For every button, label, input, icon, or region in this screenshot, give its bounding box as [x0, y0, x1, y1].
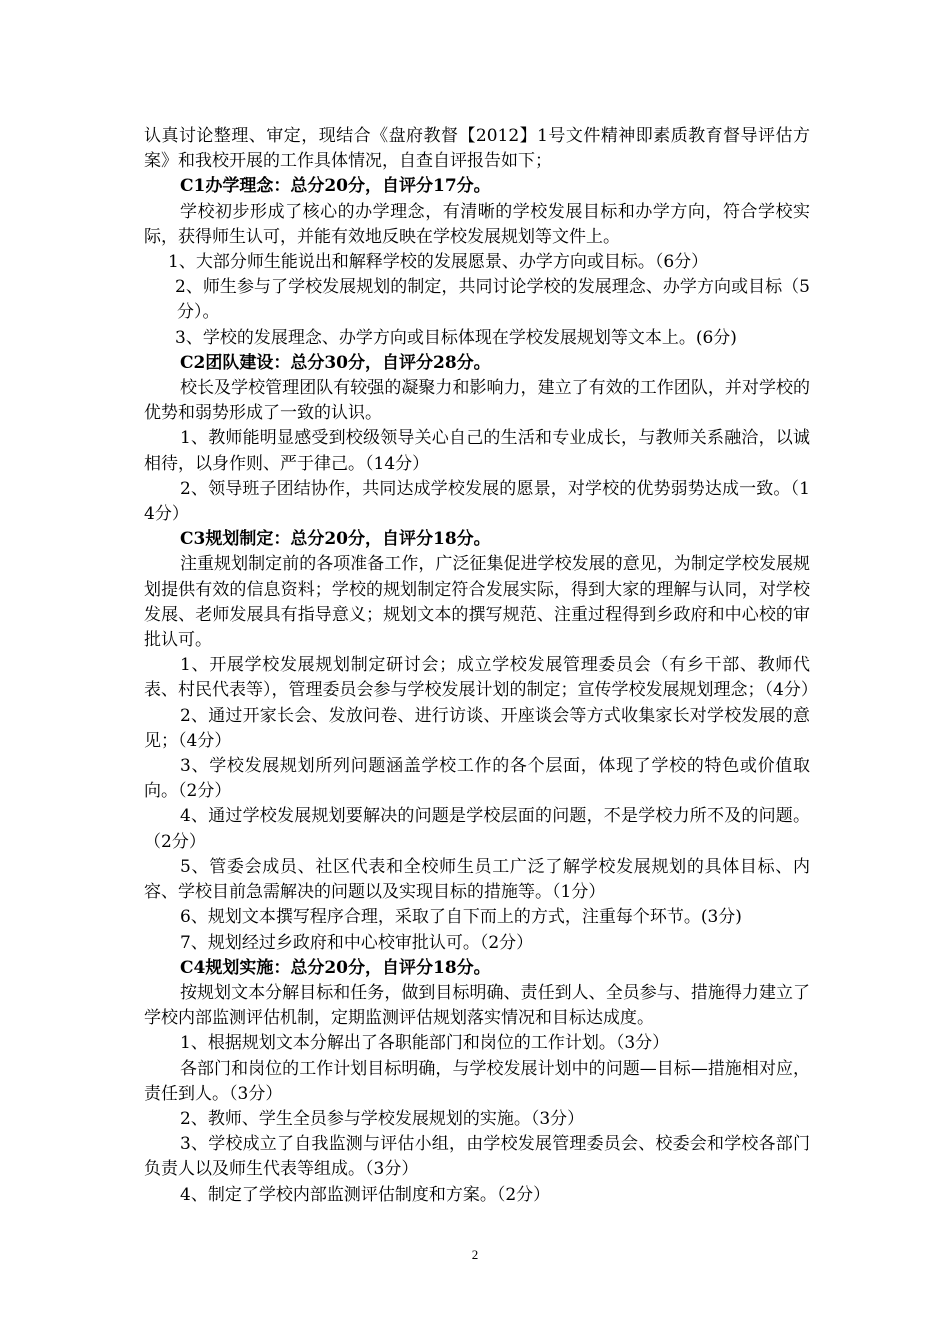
c1-item-2: 2、师生参与了学校发展规划的制定，共同讨论学校的发展理念、办学方向或目标（5分）。	[175, 277, 810, 323]
c4-item-1-detail: 各部门和岗位的工作计划目标明确，与学校发展计划中的问题—目标—措施相对应，责任到人。（3分）	[144, 1058, 810, 1104]
c3-item-2: 2、通过开家长会、发放问卷、进行访谈、开座谈会等方式收集家长对学校发展的意见；（4分）	[144, 705, 810, 751]
c4-item-1: 1、根据规划文本分解出了各职能部门和岗位的工作计划。（3分）	[180, 1033, 670, 1054]
section-heading-c3: C3规划制定：总分20分，自评分18分。	[180, 529, 491, 550]
c3-summary: 注重规划制定前的各项准备工作，广泛征集促进学校发展的意见，为制定学校发展规划提供有效的信息资料；学校的规划制定符合发展实际，得到大家的理解与认同，对学校发展、老师发展具有指导意义；规划文本的撰写规范、注重过程得到乡政府和中心校的审批认可。	[144, 554, 810, 651]
intro-paragraph: 认真讨论整理、审定，现结合《盘府教督【2012】1号文件精神即素质教育督导评估方案》和我校开展的工作具体情况，自查自评报告如下；	[144, 126, 810, 172]
page-body	[144, 124, 818, 1208]
c4-item-4: 4、制定了学校内部监测评估制度和方案。（2分）	[180, 1184, 551, 1205]
section-heading-c4: C4规划实施：总分20分，自评分18分。	[180, 957, 491, 978]
c1-summary: 学校初步形成了核心的办学理念，有清晰的学校发展目标和办学方向，符合学校实际，获得师生认可，并能有效地反映在学校发展规划等文件上。	[144, 201, 810, 247]
c3-item-4: 4、通过学校发展规划要解决的问题是学校层面的问题，不是学校力所不及的问题。（2分）	[144, 806, 810, 852]
c3-item-3: 3、学校发展规划所列问题涵盖学校工作的各个层面，体现了学校的特色或价值取向。（2分）	[144, 756, 810, 802]
c1-item-3: 3、学校的发展理念、办学方向或目标体现在学校发展规划等文本上。(6分)	[175, 327, 737, 348]
c4-item-3: 3、学校成立了自我监测与评估小组，由学校发展管理委员会、校委会和学校各部门负责人以及师生代表等组成。（3分）	[144, 1134, 810, 1180]
c3-item-5: 5、管委会成员、社区代表和全校师生员工广泛了解学校发展规划的具体目标、内容、学校目前急需解决的问题以及实现目标的措施等。（1分）	[144, 856, 810, 903]
c1-item-1: 1、大部分师生能说出和解释学校的发展愿景、办学方向或目标。（6分）	[168, 252, 709, 273]
c4-summary: 按规划文本分解目标和任务，做到目标明确、责任到人、全员参与、措施得力建立了学校内部监测评估机制，定期监测评估规划落实情况和目标达成度。	[144, 982, 810, 1029]
section-heading-c2: C2团队建设：总分30分，自评分28分。	[180, 352, 491, 373]
c2-item-2: 2、领导班子团结协作，共同达成学校发展的愿景，对学校的优势弱势达成一致。（14分）	[144, 478, 810, 525]
page-number: 2	[471, 1247, 479, 1262]
c3-item-6: 6、规划文本撰写程序合理，采取了自下而上的方式，注重每个环节。(3分)	[180, 907, 742, 928]
c3-item-1: 1、开展学校发展规划制定研讨会；成立学校发展管理委员会（有乡干部、教师代表、村民代表等），管理委员会参与学校发展计划的制定；宣传学校发展规划理念；（4分）	[144, 655, 818, 701]
c2-summary: 校长及学校管理团队有较强的凝聚力和影响力，建立了有效的工作团队，并对学校的优势和弱势形成了一致的认识。	[144, 378, 810, 424]
section-heading-c1: C1办学理念：总分20分，自评分17分。	[180, 176, 491, 197]
c3-item-7: 7、规划经过乡政府和中心校审批认可。（2分）	[180, 932, 534, 953]
c4-item-2: 2、教师、学生全员参与学校发展规划的实施。（3分）	[180, 1108, 585, 1129]
c2-item-1: 1、教师能明显感受到校级领导关心自己的生活和专业成长，与教师关系融洽，以诚相待，以身作则、严于律己。（14分）	[144, 428, 810, 474]
